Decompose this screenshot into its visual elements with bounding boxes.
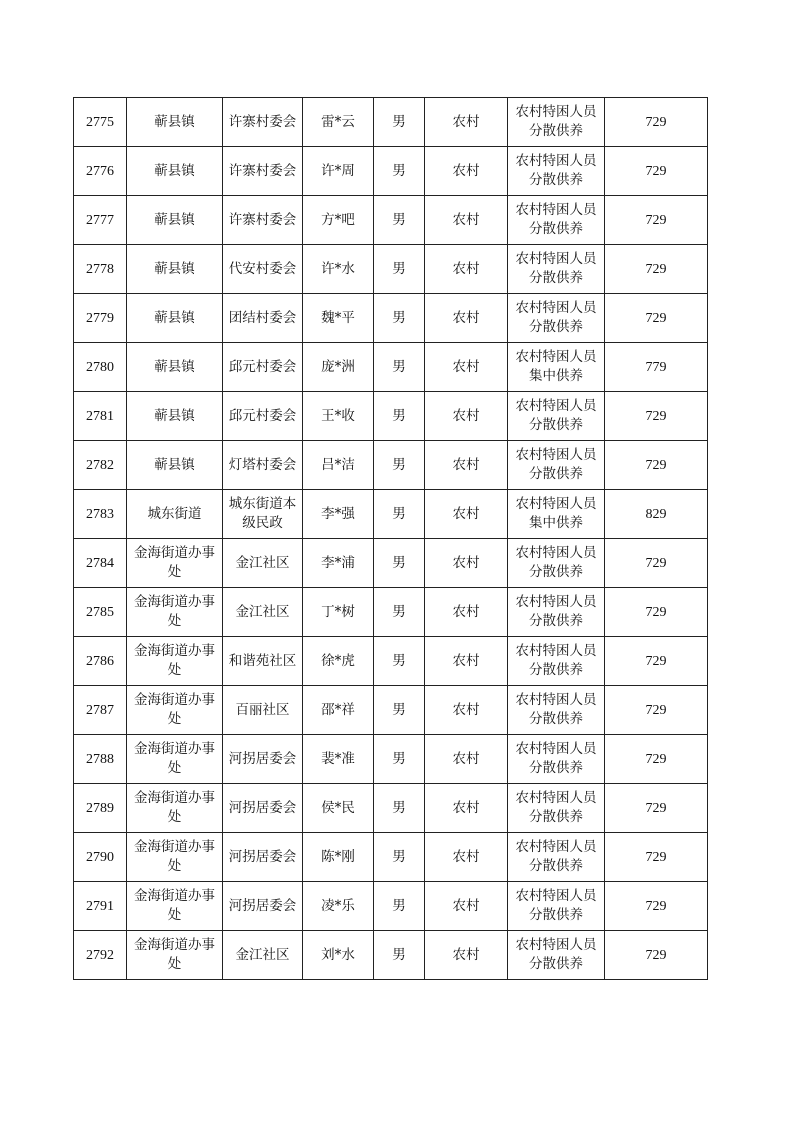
town-cell: 蕲县镇	[127, 441, 223, 490]
person-name-cell: 陈*刚	[303, 833, 374, 882]
assistance-type-cell: 农村特困人员分散供养	[508, 882, 605, 931]
town-cell: 金海街道办事处	[127, 735, 223, 784]
amount-cell: 729	[605, 588, 708, 637]
amount-cell: 729	[605, 539, 708, 588]
town-cell: 金海街道办事处	[127, 882, 223, 931]
town-cell: 蕲县镇	[127, 196, 223, 245]
assistance-type-cell: 农村特困人员分散供养	[508, 833, 605, 882]
gender-cell: 男	[374, 294, 425, 343]
village-committee-cell: 邱元村委会	[223, 392, 303, 441]
amount-cell: 729	[605, 735, 708, 784]
assistance-type-cell: 农村特困人员集中供养	[508, 490, 605, 539]
serial-number-cell: 2786	[74, 637, 127, 686]
serial-number-cell: 2791	[74, 882, 127, 931]
assistance-type-cell: 农村特困人员分散供养	[508, 784, 605, 833]
town-cell: 城东街道	[127, 490, 223, 539]
area-cell: 农村	[425, 490, 508, 539]
town-cell: 金海街道办事处	[127, 539, 223, 588]
gender-cell: 男	[374, 392, 425, 441]
serial-number-cell: 2785	[74, 588, 127, 637]
table-row	[74, 931, 708, 980]
gender-cell: 男	[374, 833, 425, 882]
person-name-cell: 丁*树	[303, 588, 374, 637]
table-row	[74, 441, 708, 490]
serial-number-cell: 2789	[74, 784, 127, 833]
gender-cell: 男	[374, 98, 425, 147]
area-cell: 农村	[425, 539, 508, 588]
gender-cell: 男	[374, 588, 425, 637]
town-cell: 金海街道办事处	[127, 833, 223, 882]
gender-cell: 男	[374, 784, 425, 833]
gender-cell: 男	[374, 441, 425, 490]
table-row	[74, 833, 708, 882]
assistance-type-cell: 农村特困人员分散供养	[508, 441, 605, 490]
table-row	[74, 392, 708, 441]
assistance-type-cell: 农村特困人员集中供养	[508, 343, 605, 392]
area-cell: 农村	[425, 294, 508, 343]
table-row	[74, 294, 708, 343]
serial-number-cell: 2776	[74, 147, 127, 196]
area-cell: 农村	[425, 686, 508, 735]
amount-cell: 729	[605, 98, 708, 147]
amount-cell: 729	[605, 147, 708, 196]
town-cell: 蕲县镇	[127, 343, 223, 392]
area-cell: 农村	[425, 882, 508, 931]
person-name-cell: 徐*虎	[303, 637, 374, 686]
person-name-cell: 魏*平	[303, 294, 374, 343]
assistance-type-cell: 农村特困人员分散供养	[508, 98, 605, 147]
town-cell: 蕲县镇	[127, 98, 223, 147]
area-cell: 农村	[425, 441, 508, 490]
assistance-type-cell: 农村特困人员分散供养	[508, 245, 605, 294]
serial-number-cell: 2784	[74, 539, 127, 588]
serial-number-cell: 2787	[74, 686, 127, 735]
table-row	[74, 588, 708, 637]
person-name-cell: 王*收	[303, 392, 374, 441]
table-row	[74, 637, 708, 686]
table-row	[74, 343, 708, 392]
table-row	[74, 147, 708, 196]
village-committee-cell: 城东街道本级民政	[223, 490, 303, 539]
area-cell: 农村	[425, 931, 508, 980]
amount-cell: 729	[605, 882, 708, 931]
gender-cell: 男	[374, 637, 425, 686]
village-committee-cell: 代安村委会	[223, 245, 303, 294]
town-cell: 蕲县镇	[127, 294, 223, 343]
village-committee-cell: 邱元村委会	[223, 343, 303, 392]
village-committee-cell: 和谐苑社区	[223, 637, 303, 686]
gender-cell: 男	[374, 343, 425, 392]
person-name-cell: 许*周	[303, 147, 374, 196]
person-name-cell: 庞*洲	[303, 343, 374, 392]
gender-cell: 男	[374, 539, 425, 588]
table-row	[74, 490, 708, 539]
area-cell: 农村	[425, 833, 508, 882]
village-committee-cell: 金江社区	[223, 588, 303, 637]
amount-cell: 829	[605, 490, 708, 539]
village-committee-cell: 百丽社区	[223, 686, 303, 735]
amount-cell: 729	[605, 245, 708, 294]
village-committee-cell: 河拐居委会	[223, 735, 303, 784]
amount-cell: 729	[605, 686, 708, 735]
town-cell: 金海街道办事处	[127, 588, 223, 637]
village-committee-cell: 金江社区	[223, 539, 303, 588]
gender-cell: 男	[374, 735, 425, 784]
gender-cell: 男	[374, 931, 425, 980]
person-name-cell: 李*浦	[303, 539, 374, 588]
table-row	[74, 882, 708, 931]
table-row	[74, 686, 708, 735]
table-row	[74, 245, 708, 294]
amount-cell: 729	[605, 294, 708, 343]
serial-number-cell: 2775	[74, 98, 127, 147]
area-cell: 农村	[425, 98, 508, 147]
table-row	[74, 784, 708, 833]
amount-cell: 729	[605, 931, 708, 980]
serial-number-cell: 2780	[74, 343, 127, 392]
assistance-type-cell: 农村特困人员分散供养	[508, 196, 605, 245]
village-committee-cell: 许寨村委会	[223, 147, 303, 196]
area-cell: 农村	[425, 735, 508, 784]
town-cell: 蕲县镇	[127, 147, 223, 196]
person-name-cell: 裴*准	[303, 735, 374, 784]
gender-cell: 男	[374, 196, 425, 245]
table-row	[74, 539, 708, 588]
village-committee-cell: 河拐居委会	[223, 833, 303, 882]
person-name-cell: 李*强	[303, 490, 374, 539]
amount-cell: 729	[605, 637, 708, 686]
serial-number-cell: 2779	[74, 294, 127, 343]
town-cell: 金海街道办事处	[127, 931, 223, 980]
area-cell: 农村	[425, 245, 508, 294]
village-committee-cell: 河拐居委会	[223, 882, 303, 931]
village-committee-cell: 团结村委会	[223, 294, 303, 343]
amount-cell: 729	[605, 392, 708, 441]
table-row	[74, 735, 708, 784]
serial-number-cell: 2778	[74, 245, 127, 294]
town-cell: 金海街道办事处	[127, 784, 223, 833]
person-name-cell: 许*水	[303, 245, 374, 294]
area-cell: 农村	[425, 343, 508, 392]
area-cell: 农村	[425, 392, 508, 441]
amount-cell: 729	[605, 833, 708, 882]
person-name-cell: 吕*洁	[303, 441, 374, 490]
assistance-type-cell: 农村特困人员分散供养	[508, 735, 605, 784]
assistance-type-cell: 农村特困人员分散供养	[508, 637, 605, 686]
amount-cell: 729	[605, 441, 708, 490]
person-name-cell: 侯*民	[303, 784, 374, 833]
serial-number-cell: 2790	[74, 833, 127, 882]
assistance-type-cell: 农村特困人员分散供养	[508, 539, 605, 588]
gender-cell: 男	[374, 686, 425, 735]
serial-number-cell: 2782	[74, 441, 127, 490]
amount-cell: 729	[605, 196, 708, 245]
village-committee-cell: 许寨村委会	[223, 196, 303, 245]
assistance-type-cell: 农村特困人员分散供养	[508, 392, 605, 441]
town-cell: 蕲县镇	[127, 245, 223, 294]
person-name-cell: 邵*祥	[303, 686, 374, 735]
table-row	[74, 196, 708, 245]
area-cell: 农村	[425, 637, 508, 686]
village-committee-cell: 金江社区	[223, 931, 303, 980]
amount-cell: 729	[605, 784, 708, 833]
area-cell: 农村	[425, 147, 508, 196]
assistance-type-cell: 农村特困人员分散供养	[508, 686, 605, 735]
assistance-type-cell: 农村特困人员分散供养	[508, 294, 605, 343]
town-cell: 蕲县镇	[127, 392, 223, 441]
person-name-cell: 刘*水	[303, 931, 374, 980]
area-cell: 农村	[425, 196, 508, 245]
village-committee-cell: 河拐居委会	[223, 784, 303, 833]
person-name-cell: 方*吧	[303, 196, 374, 245]
table-body	[74, 98, 708, 980]
serial-number-cell: 2781	[74, 392, 127, 441]
area-cell: 农村	[425, 784, 508, 833]
serial-number-cell: 2792	[74, 931, 127, 980]
village-committee-cell: 灯塔村委会	[223, 441, 303, 490]
town-cell: 金海街道办事处	[127, 686, 223, 735]
town-cell: 金海街道办事处	[127, 637, 223, 686]
amount-cell: 779	[605, 343, 708, 392]
village-committee-cell: 许寨村委会	[223, 98, 303, 147]
assistance-type-cell: 农村特困人员分散供养	[508, 147, 605, 196]
serial-number-cell: 2783	[74, 490, 127, 539]
assistance-type-cell: 农村特困人员分散供养	[508, 588, 605, 637]
person-name-cell: 雷*云	[303, 98, 374, 147]
gender-cell: 男	[374, 245, 425, 294]
gender-cell: 男	[374, 490, 425, 539]
area-cell: 农村	[425, 588, 508, 637]
serial-number-cell: 2788	[74, 735, 127, 784]
serial-number-cell: 2777	[74, 196, 127, 245]
assistance-type-cell: 农村特困人员分散供养	[508, 931, 605, 980]
gender-cell: 男	[374, 882, 425, 931]
table-row	[74, 98, 708, 147]
person-name-cell: 凌*乐	[303, 882, 374, 931]
gender-cell: 男	[374, 147, 425, 196]
assistance-table	[73, 97, 708, 980]
